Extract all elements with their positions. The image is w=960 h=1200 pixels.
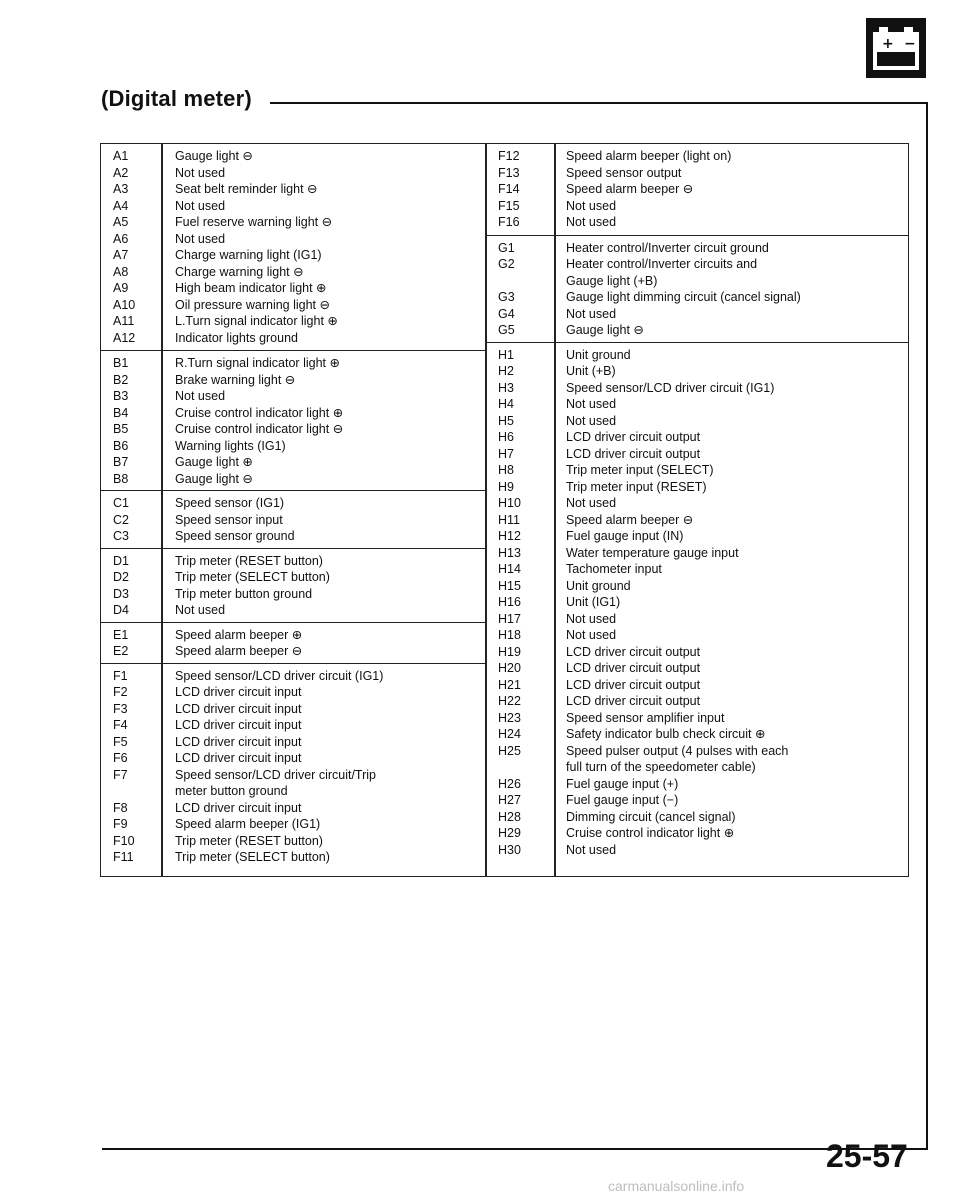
pin-description: LCD driver circuit input	[175, 734, 302, 749]
pin-code: A3	[113, 182, 129, 196]
pin-row	[101, 214, 486, 231]
pin-code: H25	[498, 743, 521, 758]
pin-row	[486, 165, 908, 182]
pin-row	[101, 231, 486, 248]
pin-description: Not used	[175, 198, 226, 213]
pin-code: F3	[113, 701, 128, 716]
pin-row	[101, 471, 486, 488]
pin-code: H18	[498, 628, 521, 642]
svg-text:−: −	[904, 36, 916, 52]
pin-description: Charge warning light ⊖	[175, 264, 304, 279]
pin-code: C3	[113, 529, 129, 543]
pin-row	[101, 586, 486, 603]
pin-row	[101, 421, 486, 438]
pin-description: LCD driver circuit output	[566, 661, 701, 675]
pin-row	[486, 347, 908, 364]
pin-code: B5	[113, 422, 129, 436]
pin-description: Speed sensor amplifier input	[566, 710, 725, 725]
pin-code: A1	[113, 149, 129, 163]
pin-row	[101, 627, 486, 644]
pin-description: Not used	[175, 165, 226, 180]
pin-description: Trip meter input (RESET)	[566, 479, 707, 494]
pin-code: H7	[498, 446, 514, 461]
pin-description: Speed sensor ground	[175, 529, 295, 543]
pin-code: A7	[113, 248, 129, 262]
pin-row	[101, 330, 486, 347]
pin-code: B3	[113, 389, 129, 403]
pin-description: Speed alarm beeper ⊖	[566, 512, 694, 527]
pin-description: Speed alarm beeper ⊖	[566, 182, 694, 196]
pin-code: H2	[498, 364, 514, 378]
pin-code: F15	[498, 198, 520, 213]
pin-code: H11	[498, 512, 521, 527]
pin-code: D1	[113, 553, 129, 568]
pin-row	[101, 297, 486, 314]
pin-description: LCD driver circuit output	[566, 644, 701, 659]
pin-row	[101, 355, 486, 372]
pin-code: F9	[113, 817, 128, 831]
pin-group	[486, 342, 908, 863]
pin-row	[486, 710, 908, 727]
pin-description: Speed alarm beeper ⊖	[175, 644, 303, 658]
pin-row	[101, 816, 486, 833]
pin-description: Dimming circuit (cancel signal)	[566, 809, 736, 824]
pin-description: Gauge light ⊖	[175, 471, 253, 486]
pin-row	[101, 684, 486, 701]
pin-description: Fuel gauge input (+)	[566, 776, 679, 791]
pin-code: B6	[113, 438, 129, 453]
pin-code: B7	[113, 455, 129, 469]
frame-bottom-border	[102, 1148, 928, 1150]
pin-code: A6	[113, 231, 129, 246]
pin-row	[486, 446, 908, 463]
pin-code: F10	[113, 833, 135, 848]
pin-row	[486, 677, 908, 694]
pin-code: F4	[113, 718, 128, 732]
pin-row	[101, 388, 486, 405]
pin-code: B2	[113, 372, 129, 387]
pin-code: G5	[498, 323, 515, 337]
pin-code: A4	[113, 198, 129, 213]
pin-description: Speed sensor (IG1)	[175, 496, 285, 510]
pin-description: Not used	[566, 306, 617, 321]
pin-code: F1	[113, 668, 128, 683]
pin-description: R.Turn signal indicator light ⊕	[175, 356, 340, 370]
pin-row	[101, 405, 486, 422]
pin-row	[486, 181, 908, 198]
pin-code: D2	[113, 570, 129, 584]
pin-row	[486, 273, 908, 290]
pin-code: H21	[498, 677, 521, 692]
pin-code: F2	[113, 685, 128, 699]
pin-description: Speed alarm beeper (IG1)	[175, 817, 321, 831]
pin-row	[486, 776, 908, 793]
pin-row	[101, 701, 486, 718]
pin-row	[101, 849, 486, 866]
pin-code: H4	[498, 397, 514, 411]
pin-group	[101, 144, 486, 350]
pin-code: H16	[498, 595, 521, 609]
pin-row	[486, 512, 908, 529]
pin-row	[486, 380, 908, 397]
pin-code: F13	[498, 165, 520, 180]
pin-description: Not used	[566, 397, 617, 411]
pin-code: F7	[113, 767, 128, 782]
pin-description: Fuel gauge input (IN)	[566, 529, 684, 543]
pin-description: L.Turn signal indicator light ⊕	[175, 314, 338, 328]
pin-row	[486, 644, 908, 661]
pin-code: G3	[498, 290, 515, 304]
pin-row	[101, 247, 486, 264]
pin-row	[101, 668, 486, 685]
pin-code: F11	[113, 850, 134, 864]
pin-code: F14	[498, 182, 520, 196]
pin-description: Brake warning light ⊖	[175, 372, 296, 387]
pin-row	[486, 462, 908, 479]
pin-description: Gauge light ⊖	[566, 323, 644, 337]
pin-description: Unit (IG1)	[566, 595, 621, 609]
pin-code: E1	[113, 627, 129, 642]
pin-code: A2	[113, 165, 129, 180]
pin-code: H13	[498, 545, 521, 560]
pin-row	[486, 289, 908, 306]
pin-description: LCD driver circuit output	[566, 430, 701, 444]
pin-description: Not used	[175, 231, 226, 246]
pin-code: H29	[498, 826, 521, 840]
pin-description: Oil pressure warning light ⊖	[175, 297, 330, 312]
pin-description: Not used	[566, 215, 617, 229]
pin-row	[486, 594, 908, 611]
pin-description: Trip meter button ground	[175, 586, 313, 601]
pin-row	[486, 528, 908, 545]
pin-code: A12	[113, 330, 136, 345]
pin-row	[101, 734, 486, 751]
pin-code: F12	[498, 149, 520, 163]
pin-description: LCD driver circuit output	[566, 677, 701, 692]
pin-code: B8	[113, 471, 129, 486]
pin-description: Tachometer input	[566, 562, 662, 576]
pin-code: H20	[498, 661, 521, 675]
pin-row	[486, 561, 908, 578]
pin-code: H12	[498, 529, 521, 543]
pin-code: D3	[113, 586, 129, 601]
pin-row	[486, 429, 908, 446]
pin-row	[486, 627, 908, 644]
pin-code: F16	[498, 215, 520, 229]
pin-group	[101, 490, 486, 549]
pin-row	[101, 313, 486, 330]
pin-code: B4	[113, 405, 129, 420]
pin-description: Gauge light ⊖	[175, 149, 253, 163]
pin-group	[486, 144, 908, 235]
pin-code: A8	[113, 264, 129, 279]
pin-code: E2	[113, 644, 129, 658]
pin-description: full turn of the speedometer cable)	[566, 760, 756, 774]
pin-code: A10	[113, 297, 136, 312]
pin-row	[101, 512, 486, 529]
pin-row	[101, 454, 486, 471]
pin-row	[486, 413, 908, 430]
pin-row	[486, 743, 908, 760]
pin-group	[101, 663, 486, 870]
pin-row	[486, 660, 908, 677]
title-rule	[270, 102, 928, 104]
pin-code: H9	[498, 479, 514, 494]
pin-description: Speed pulser output (4 pulses with each	[566, 743, 789, 758]
svg-text:+: +	[882, 36, 894, 52]
pin-row	[486, 693, 908, 710]
pin-code: G1	[498, 240, 515, 255]
pin-row	[101, 767, 486, 784]
pin-row	[101, 148, 486, 165]
pin-code: F5	[113, 734, 128, 749]
pin-description: Gauge light dimming circuit (cancel signal)	[566, 290, 801, 304]
pin-description: High beam indicator light ⊕	[175, 281, 327, 295]
pin-code: H17	[498, 611, 521, 626]
pin-description: Cruise control indicator light ⊖	[175, 422, 344, 436]
pin-row	[101, 569, 486, 586]
pin-description: Cruise control indicator light ⊕	[566, 826, 735, 840]
pin-code: H3	[498, 380, 514, 395]
pin-code: A5	[113, 215, 129, 229]
pin-row	[486, 148, 908, 165]
pin-row	[101, 800, 486, 817]
pin-code: H27	[498, 793, 521, 807]
pin-row	[101, 783, 486, 800]
pin-row	[486, 842, 908, 859]
pin-row	[101, 553, 486, 570]
pin-row	[486, 306, 908, 323]
pin-description: Seat belt reminder light ⊖	[175, 182, 318, 196]
pin-description: Indicator lights ground	[175, 330, 298, 345]
pin-description: Speed alarm beeper ⊕	[175, 627, 303, 642]
pin-description: Fuel gauge input (−)	[566, 793, 679, 807]
pin-code: H30	[498, 842, 521, 857]
pin-description: Heater control/Inverter circuit ground	[566, 240, 769, 255]
pin-description: LCD driver circuit input	[175, 718, 302, 732]
pin-description: Speed sensor input	[175, 512, 283, 527]
pin-row	[486, 809, 908, 826]
pin-code: H8	[498, 463, 514, 477]
pin-description: Not used	[566, 628, 617, 642]
pin-row	[486, 825, 908, 842]
pin-description: Speed sensor output	[566, 165, 682, 180]
pin-description: Not used	[566, 413, 617, 428]
battery-icon	[866, 18, 926, 78]
pin-row	[486, 256, 908, 273]
pin-row	[101, 181, 486, 198]
pin-code: A9	[113, 281, 129, 295]
pin-code: H5	[498, 413, 514, 428]
pin-description: Unit ground	[566, 578, 631, 593]
pin-code: H22	[498, 694, 521, 708]
pin-description: Gauge light (+B)	[566, 273, 658, 288]
pin-description: LCD driver circuit input	[175, 685, 302, 699]
pin-row	[486, 479, 908, 496]
pin-code: H26	[498, 776, 521, 791]
pin-code: H24	[498, 727, 521, 741]
pin-description: Cruise control indicator light ⊕	[175, 405, 344, 420]
pin-row	[486, 322, 908, 339]
pin-description: Trip meter (SELECT button)	[175, 570, 330, 584]
pin-row	[486, 759, 908, 776]
pin-code: H28	[498, 809, 521, 824]
pin-description: Charge warning light (IG1)	[175, 248, 322, 262]
watermark: carmanualsonline.info	[608, 1178, 745, 1194]
pin-code: A11	[113, 314, 135, 328]
page-number: 25-57	[826, 1138, 908, 1174]
pin-description: LCD driver circuit input	[175, 701, 302, 716]
pin-description: LCD driver circuit input	[175, 800, 302, 815]
right-pin-table	[485, 143, 909, 877]
pin-code: C1	[113, 496, 129, 510]
pin-description: Unit (+B)	[566, 364, 616, 378]
pin-code: G4	[498, 306, 515, 321]
pin-code: H19	[498, 644, 521, 659]
pin-group	[101, 622, 486, 664]
pin-row	[101, 495, 486, 512]
pin-code: B1	[113, 356, 129, 370]
pin-code: H1	[498, 347, 514, 362]
pin-description: Speed alarm beeper (light on)	[566, 149, 732, 163]
pin-row	[101, 643, 486, 660]
pin-row	[101, 198, 486, 215]
pin-code: D4	[113, 603, 129, 617]
pin-row	[486, 214, 908, 231]
pin-description: Unit ground	[566, 347, 631, 362]
pin-group	[101, 350, 486, 491]
left-pin-table	[100, 143, 487, 877]
pin-row	[101, 280, 486, 297]
pin-row	[101, 602, 486, 619]
pin-description: LCD driver circuit output	[566, 446, 701, 461]
pin-description: Trip meter (SELECT button)	[175, 850, 330, 864]
pin-code: H6	[498, 430, 514, 444]
pin-description: Trip meter input (SELECT)	[566, 463, 714, 477]
pin-row	[486, 240, 908, 257]
pin-row	[486, 792, 908, 809]
pin-code: G2	[498, 257, 515, 271]
pin-description: Trip meter (RESET button)	[175, 553, 323, 568]
pin-description: Warning lights (IG1)	[175, 438, 286, 453]
pin-row	[486, 545, 908, 562]
pin-row	[101, 717, 486, 734]
pin-description: LCD driver circuit output	[566, 694, 701, 708]
pin-row	[486, 726, 908, 743]
pin-description: Not used	[175, 389, 226, 403]
pin-code: H10	[498, 496, 521, 510]
pin-description: Fuel reserve warning light ⊖	[175, 215, 333, 229]
frame-right-border	[926, 102, 928, 1150]
pin-row	[486, 495, 908, 512]
pin-description: Not used	[566, 496, 617, 510]
pin-row	[486, 611, 908, 628]
pin-description: Safety indicator bulb check circuit ⊕	[566, 727, 766, 741]
pin-description: Speed sensor/LCD driver circuit/Trip	[175, 767, 376, 782]
pin-description: Not used	[566, 842, 617, 857]
pin-description: meter button ground	[175, 784, 288, 798]
pin-group	[486, 235, 908, 343]
pin-description: Not used	[566, 198, 617, 213]
pin-row	[101, 750, 486, 767]
pin-row	[486, 363, 908, 380]
pin-row	[101, 165, 486, 182]
pin-row	[101, 264, 486, 281]
pin-code: F6	[113, 751, 128, 765]
pin-row	[486, 578, 908, 595]
pin-code: H23	[498, 710, 521, 725]
pin-description: Gauge light ⊕	[175, 455, 253, 469]
pin-description: Speed sensor/LCD driver circuit (IG1)	[566, 380, 775, 395]
pin-row	[486, 396, 908, 413]
section-title: (Digital meter)	[101, 86, 252, 111]
pin-row	[486, 198, 908, 215]
pin-description: Trip meter (RESET button)	[175, 833, 323, 848]
pin-row	[101, 372, 486, 389]
pin-code: H15	[498, 578, 521, 593]
pin-row	[101, 528, 486, 545]
pin-description: Water temperature gauge input	[566, 545, 739, 560]
pin-code: C2	[113, 512, 129, 527]
pin-group	[101, 548, 486, 623]
pin-row	[101, 438, 486, 455]
pin-description: Heater control/Inverter circuits and	[566, 257, 758, 271]
pin-description: Not used	[566, 611, 617, 626]
pin-code: F8	[113, 800, 128, 815]
pin-description: Speed sensor/LCD driver circuit (IG1)	[175, 668, 384, 683]
pin-row	[101, 833, 486, 850]
pin-description: LCD driver circuit input	[175, 751, 302, 765]
pin-code: H14	[498, 562, 521, 576]
pin-description: Not used	[175, 603, 226, 617]
